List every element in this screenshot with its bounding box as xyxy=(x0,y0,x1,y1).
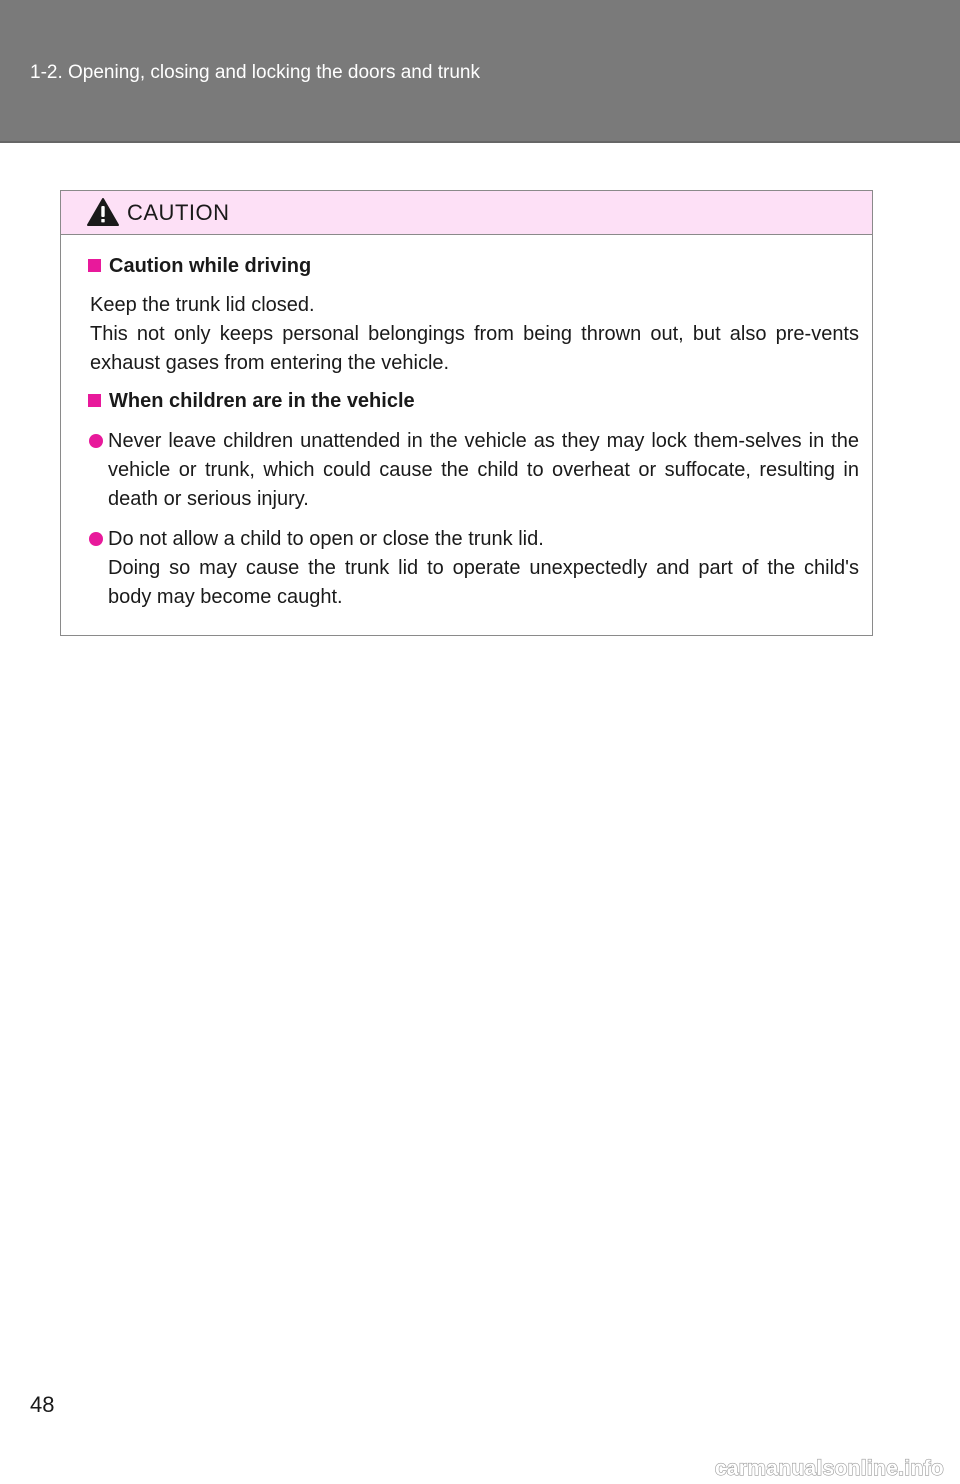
circle-bullet-icon xyxy=(89,532,103,546)
paragraph: Keep the trunk lid closed. xyxy=(90,294,315,316)
list-item xyxy=(108,525,859,554)
heading-text: When children are in the vehicle xyxy=(109,390,415,412)
heading-caution-while-driving xyxy=(88,255,311,278)
square-bullet-icon xyxy=(88,394,101,407)
square-bullet-icon xyxy=(88,259,101,272)
paragraph: This not only keeps personal belongings from being thrown out, but also pre-vents exhaust gases from entering the vehicle. xyxy=(90,323,859,374)
warning-triangle-icon xyxy=(86,197,120,227)
header-band xyxy=(0,0,960,143)
watermark-logo xyxy=(696,1456,946,1480)
list-item-text: Do not allow a child to open or close the trunk lid. xyxy=(108,528,544,550)
list-item-text: Doing so may cause the trunk lid to operate unexpectedly and part of the child's body may become caught. xyxy=(108,557,859,608)
caution-box xyxy=(60,190,873,636)
circle-bullet-icon xyxy=(89,434,103,448)
list-item-text: Never leave children unattended in the vehicle as they may lock them-selves in the vehicle or trunk, which could cause the child to overheat or suffocate, resulting in death or serious injury. xyxy=(108,430,859,510)
heading-children-in-vehicle xyxy=(88,390,415,413)
section-title: 1-2. Opening, closing and locking the doors and trunk xyxy=(30,62,480,83)
page-number: 48 xyxy=(30,1392,55,1417)
heading-text: Caution while driving xyxy=(109,255,312,277)
caution-header xyxy=(61,191,872,235)
list-item-continuation xyxy=(108,554,859,612)
caution-label: CAUTION xyxy=(127,200,230,225)
list-item xyxy=(108,427,859,514)
svg-text:carmanualsonline.info: carmanualsonline.info xyxy=(714,1457,944,1480)
